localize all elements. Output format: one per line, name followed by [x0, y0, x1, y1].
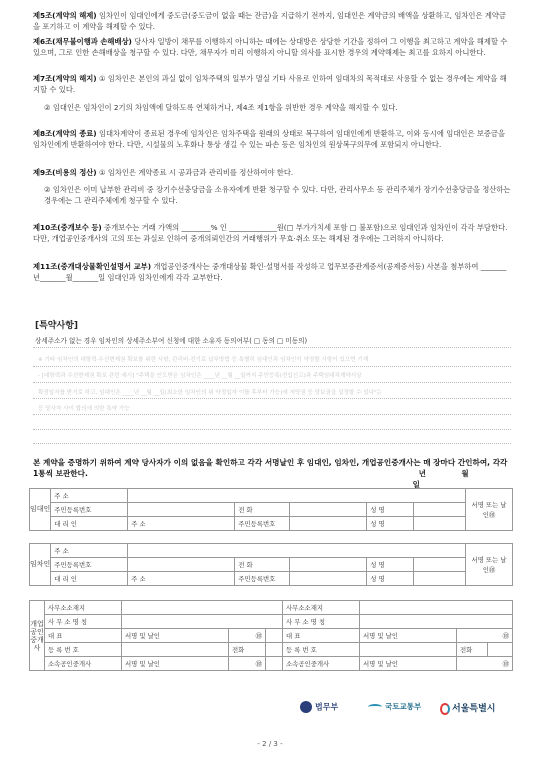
landlord-agent-name-field[interactable] — [414, 517, 466, 531]
tenant-agent-rrn[interactable]: 주민등록번호 — [235, 572, 290, 586]
special-hint-2: - [대항력과 우선변제권 확보 관련 예시] "주택을 인도받은 임차인은 ____년 __월 __일까지 주민등록(전입신고)과 주택임대차계약서상 — [38, 373, 362, 379]
divider — [33, 366, 511, 367]
article-9-text: ① 임차인은 계약종료 시 공과금과 관리비를 정산하여야 한다. — [96, 168, 294, 177]
divider — [33, 443, 511, 444]
broker1-rep-label: 대 표 — [45, 629, 122, 643]
tenant-address-field[interactable] — [128, 544, 466, 558]
contract-date[interactable] — [380, 468, 510, 490]
landlord-name-label: 성 명 — [367, 503, 414, 517]
broker2-tel-label: 전화 — [457, 643, 488, 657]
seoul-emblem-icon — [440, 703, 450, 715]
broker-label: 개업공인중개사 — [30, 601, 45, 671]
moj-logo: 법무부 — [300, 701, 338, 719]
landlord-address-field[interactable] — [128, 489, 466, 503]
article-7-text: ① 임차인은 본인의 과실 없이 임차주택의 일부가 멸실 기타 사유로 인하여 임대차의 목적대로 사용할 수 없는 경우에는 계약을 해지할 수 있다. — [33, 74, 507, 94]
broker2-office-name-label: 사 무 소 명 칭 — [283, 615, 360, 629]
tenant-label: 임차인 — [30, 544, 51, 586]
broker1-office-address[interactable] — [122, 601, 283, 615]
landlord-table — [29, 488, 513, 531]
date-day: 일 — [412, 480, 420, 489]
tenant-agent-name-label: 성 명 — [367, 572, 414, 586]
article-9-title: 제9조(비용의 정산) — [33, 168, 97, 177]
tenant-table — [29, 543, 513, 586]
landlord-agent-rrn-field[interactable] — [290, 517, 367, 531]
broker2-rep-label: 대 표 — [283, 629, 360, 643]
landlord-label: 임대인 — [30, 489, 51, 531]
article-6-text: 당사자 일방이 채무를 이행하지 아니하는 때에는 상대방은 상당한 기간을 정하여 그 이행을 최고하고 계약을 해제할 수 있으며, 그로 인한 손해배상을 청구할 수 있다. 다만, 채무자가 미리 이행하지 아니할 의사를 표시한 경우의 계약해제는 최고를 요하지 아니한다. — [33, 37, 508, 57]
closing-statement: 본 계약을 증명하기 위하여 계약 당사자가 이의 없음을 확인하고 각각 서명날인 후 임대인, 임차인, 개업공인중개사는 매 장마다 간인하여, 각각 1통씩 보관한다. — [33, 458, 508, 478]
special-terms-title: [특약사항] — [35, 321, 79, 331]
special-hint-4: 등 당사자 사이 합의에 의한 특약 가능 — [38, 406, 130, 412]
broker2-tel-field[interactable] — [488, 643, 513, 657]
article-11 — [33, 261, 511, 283]
article-10-title: 제10조(중개보수 등) — [33, 223, 102, 232]
broker1-seal-mark: ㊞ — [229, 629, 266, 643]
date-month: 월 — [461, 469, 469, 478]
molit-wave-icon — [368, 704, 382, 710]
tenant-phone-label: 전 화 — [235, 558, 290, 572]
broker2-reg-label: 등 록 번 호 — [283, 643, 360, 657]
landlord-name-field[interactable] — [414, 503, 466, 517]
broker1-tel-label: 전화 — [229, 643, 266, 657]
spacer — [266, 629, 283, 643]
article-7-text2: ② 임대인은 임차인이 2기의 차임액에 달하도록 연체하거나, 제4조 제1항을 위반한 경우 계약을 해지할 수 있다. — [44, 103, 398, 112]
broker1-assoc-sign[interactable]: 서명 및 날인 — [122, 657, 229, 671]
tenant-address-label: 주 소 — [51, 544, 128, 558]
special-hint-3: 확정일자를 받기로 하고, 임대인은 ____년 __월 __일(최소한 임차인의 위 약정일자 이틀 후부터 가능)에 저당권 등 담보권을 설정할 수 있다"는 — [38, 390, 383, 396]
tenant-agent-name-field[interactable] — [414, 572, 466, 586]
broker1-office-name-label: 사 무 소 명 칭 — [45, 615, 122, 629]
broker1-office-address-label: 사무소소재지 — [45, 601, 122, 615]
tenant-agent-address[interactable]: 주 소 — [128, 572, 235, 586]
article-9-text2: ② 임차인은 이미 납부한 관리비 중 장기수선충당금을 소유자에게 반환 청구할 수 있다. 다만, 관리사무소 등 관리주체가 장기수선충당금을 정산하는 경우에는 그 관리주체에게 청구할 수 있다. — [44, 185, 511, 205]
broker1-reg-field[interactable] — [122, 643, 229, 657]
divider — [33, 347, 511, 348]
broker2-office-address[interactable] — [360, 601, 513, 615]
broker1-reg-label: 등 록 번 호 — [45, 643, 122, 657]
broker2-rep-sign[interactable]: 서명 및 날인 — [360, 629, 457, 643]
tenant-name-label: 성 명 — [367, 558, 414, 572]
article-5 — [33, 10, 511, 32]
article-8-title: 제8조(계약의 종료) — [33, 129, 97, 138]
divider — [33, 382, 511, 383]
article-10-text: 중개보수는 거래 가액의 ________% 인 _____________원(□ 부가가치세 포함 □ 불포함)으로 임대인과 임차인이 각각 부담한다. 다만, 개업공인중개사의 고의 또는 과실로 인하여 중개의뢰인간의 거래행위가 무효·취소 또는 해제된 경우에는 그러하지 아니하다. — [33, 223, 508, 243]
broker1-tel-field[interactable] — [266, 643, 283, 657]
landlord-agent-label: 대 리 인 — [51, 517, 128, 531]
article-8-text: 임대차계약이 종료된 경우에 임차인은 임차주택을 원래의 상태로 복구하여 임대인에게 반환하고, 이와 동시에 임대인은 보증금을 임차인에게 반환하여야 한다. 다만, 시설물의 노후화나 통상 생길 수 있는 파손 등은 임차인의 원상복구의무에 포함되지 아니한다. — [33, 129, 506, 149]
article-5-title: 제5조(계약의 해제) — [33, 11, 97, 20]
article-5-text: 임차인이 임대인에게 중도금(중도금이 없을 때는 잔금)을 지급하기 전까지, 임대인은 계약금의 배액을 상환하고, 임차인은 계약금을 포기하고 이 계약을 해제할 수 있다. — [33, 11, 506, 31]
page-number: - 2 / 3 - — [257, 740, 283, 748]
tenant-rrn-field[interactable] — [128, 558, 235, 572]
article-7 — [33, 73, 511, 113]
divider — [33, 414, 511, 415]
tenant-seal[interactable]: 서명 또는 날인㊞ — [466, 544, 513, 586]
landlord-rrn-label: 주민등록번호 — [51, 503, 128, 517]
broker1-assoc-label: 소속공인중개사 — [45, 657, 122, 671]
broker1-assoc-seal: ㊞ — [229, 657, 266, 671]
spacer — [266, 657, 283, 671]
landlord-phone-field[interactable] — [290, 503, 367, 517]
broker2-seal-mark: ㊞ — [457, 629, 513, 643]
broker2-assoc-seal: ㊞ — [457, 657, 513, 671]
broker1-rep-sign[interactable]: 서명 및 날인 — [122, 629, 229, 643]
article-6-title: 제6조(채무불이행과 손해배상) — [33, 37, 132, 46]
molit-logo: 국토교통부 — [368, 701, 421, 719]
broker2-office-name[interactable] — [360, 615, 513, 629]
landlord-agent-name-label: 성 명 — [367, 517, 414, 531]
divider — [33, 429, 511, 430]
tenant-name-field[interactable] — [414, 558, 466, 572]
article-7-title: 제7조(계약의 해지) — [33, 74, 97, 83]
landlord-seal[interactable]: 서명 또는 날인㊞ — [466, 489, 513, 531]
broker2-reg-field[interactable] — [360, 643, 457, 657]
article-10 — [33, 222, 511, 244]
tenant-agent-label: 대 리 인 — [51, 572, 128, 586]
article-11-text: 개업공인중개사는 중개대상물 확인·설명서를 작성하고 업무보증관계증서(공제증서등) 사본을 첨부하여 _______년_______월_______일 임대인과 임차인에게 각각 교부한다. — [33, 262, 507, 282]
landlord-rrn-field[interactable] — [128, 503, 235, 517]
date-year: 년 — [418, 469, 426, 478]
special-hint-1: ※ 기타 임차인의 대항력·우선변제권 확보를 위한 사항, 관리비·전기료 납부방법 등 특별히 임대인과 임차인이 약정할 사항이 있으면 기재 — [38, 357, 369, 363]
article-11-title: 제11조(중개대상물확인설명서 교부) — [33, 262, 152, 271]
landlord-agent-rrn[interactable]: 주민등록번호 — [235, 517, 290, 531]
divider — [33, 398, 511, 399]
article-9 — [33, 167, 511, 206]
seoul-logo: 서울특별시 — [440, 701, 495, 719]
broker-table — [29, 600, 513, 671]
address-consent-line[interactable]: 상세주소가 없는 경우 임차인의 상세주소부여 신청에 대한 소유자 동의여부( □ 동의 □ 미동의) — [35, 337, 308, 345]
moj-emblem-icon — [300, 701, 312, 713]
landlord-phone-label: 전 화 — [235, 503, 290, 517]
landlord-address-label: 주 소 — [51, 489, 128, 503]
broker2-assoc-label: 소속공인중개사 — [283, 657, 360, 671]
article-8 — [33, 128, 511, 150]
tenant-phone-field[interactable] — [290, 558, 367, 572]
tenant-rrn-label: 주민등록번호 — [51, 558, 128, 572]
broker2-assoc-sign[interactable]: 서명 및 날인 — [360, 657, 457, 671]
broker2-office-address-label: 사무소소재지 — [283, 601, 360, 615]
tenant-agent-rrn-field[interactable] — [290, 572, 367, 586]
article-6 — [33, 36, 511, 58]
broker1-office-name[interactable] — [122, 615, 283, 629]
landlord-agent-address[interactable]: 주 소 — [128, 517, 235, 531]
